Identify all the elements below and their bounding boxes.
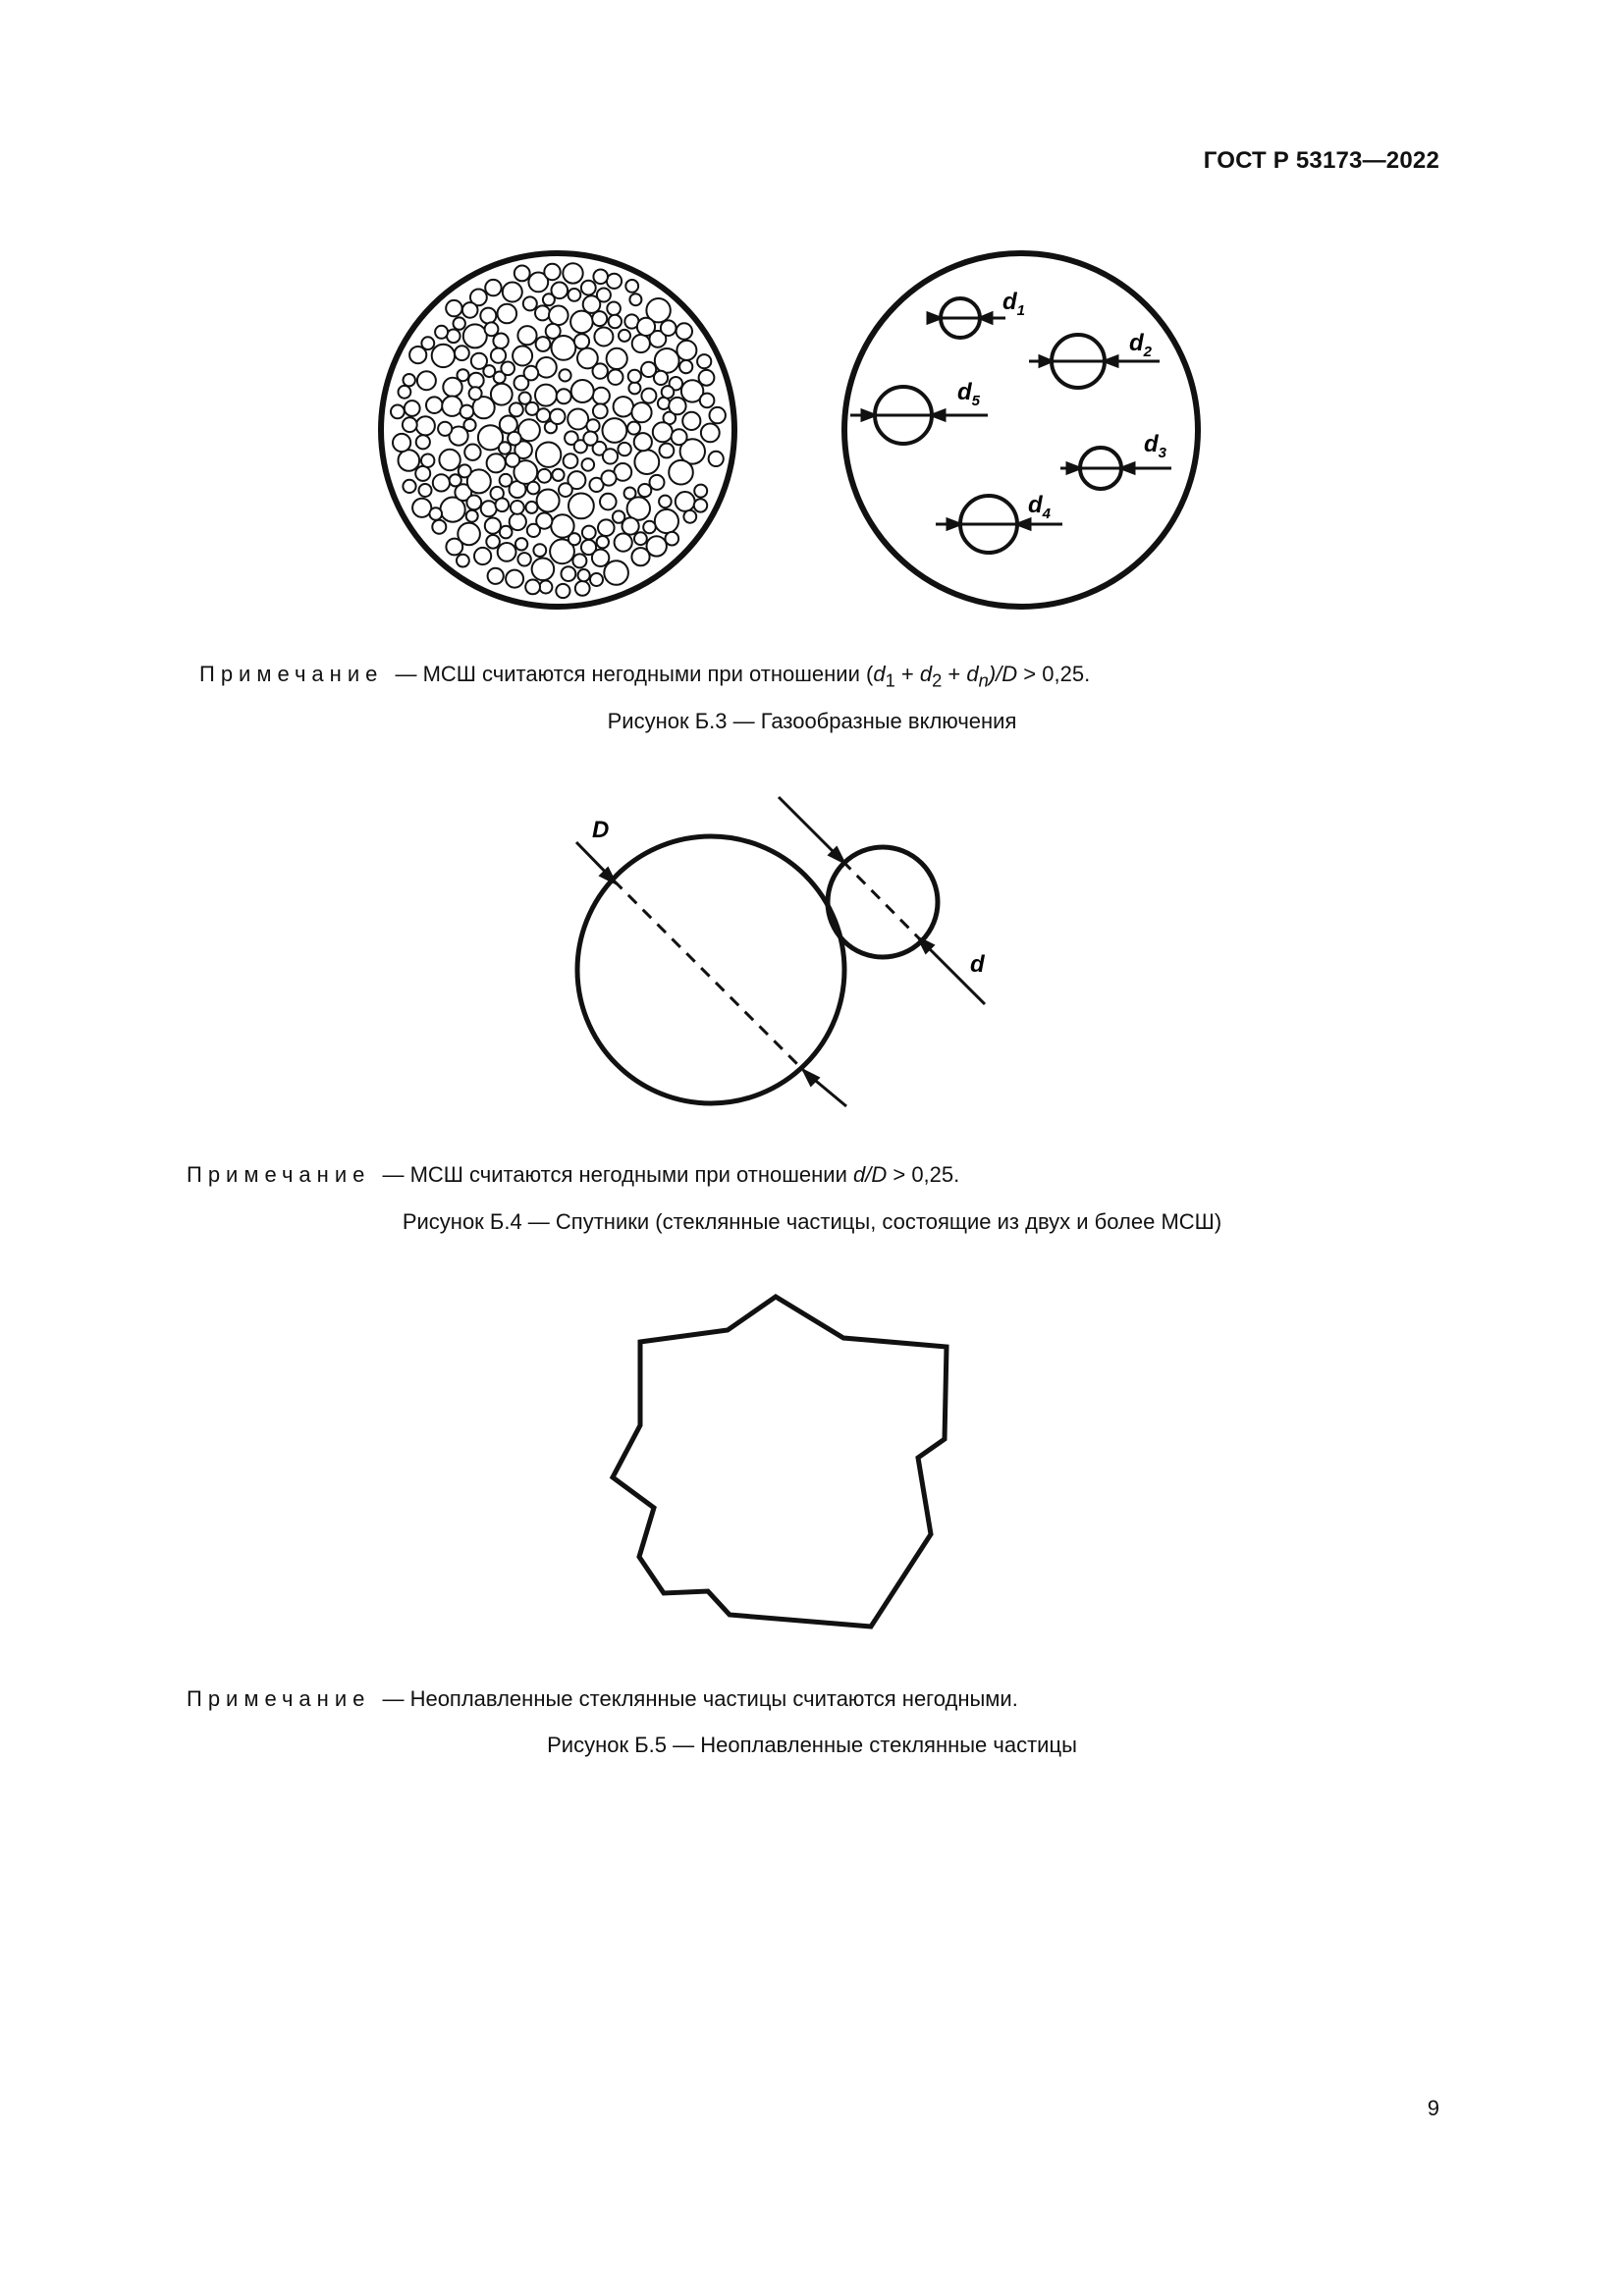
gas-bubble [538, 469, 552, 483]
gas-bubble [500, 526, 513, 539]
gas-bubble [433, 474, 450, 491]
unmelted-particle [613, 1297, 947, 1627]
gas-bubble [503, 283, 522, 302]
gas-bubble [682, 412, 700, 430]
label-d1: $d_1$ [1002, 289, 1026, 319]
gas-bubble [653, 422, 673, 442]
gas-bubble [677, 341, 696, 360]
gas-bubble [661, 320, 677, 336]
gas-bubble [439, 450, 460, 470]
gas-bubble [432, 520, 446, 534]
inclusions-particle [844, 253, 1198, 607]
gas-bubble [480, 308, 496, 324]
gas-bubble [559, 483, 572, 497]
gas-bubble [625, 280, 638, 293]
gas-bubble [597, 289, 611, 302]
label-d3: $d_3$ [1144, 431, 1167, 461]
gas-bubble [511, 501, 524, 514]
gas-bubble [666, 532, 679, 546]
gas-bubble [474, 548, 491, 564]
gas-bubble [578, 569, 590, 581]
gas-bubble [508, 432, 521, 446]
figure-b4-caption: Рисунок Б.4 — Спутники (стеклянные частицы, состоящие из двух и более МСШ) [402, 1209, 1222, 1234]
gas-bubble [399, 450, 420, 471]
figure-b4-note: Примечание — МСШ считаются негодными при отношении d/D > 0,25. [187, 1162, 960, 1187]
gas-bubble [527, 482, 540, 495]
gas-bubble [552, 336, 576, 360]
label-d4: $d_4$ [1028, 492, 1052, 522]
gas-bubble [524, 366, 539, 381]
gas-bubble [500, 416, 517, 434]
gas-bubble [483, 365, 495, 377]
gas-bubble [523, 296, 537, 310]
gas-bubble [627, 497, 650, 519]
gas-bubble [430, 507, 443, 520]
gas-bubble [393, 434, 410, 452]
gas-bubble [496, 499, 510, 512]
gas-bubble [623, 517, 639, 534]
gas-bubble [570, 311, 593, 334]
gas-bubble [446, 539, 462, 556]
gas-bubble [556, 584, 569, 598]
gas-bubble [593, 403, 608, 418]
gas-bubbles [391, 263, 726, 598]
gas-bubble [582, 458, 595, 471]
gas-bubble [628, 382, 640, 394]
gas-bubble [700, 394, 715, 408]
gas-bubble [481, 501, 497, 516]
gas-bubble [624, 488, 636, 500]
gas-bubble [552, 469, 564, 481]
gas-bubble [517, 553, 530, 565]
gas-bubble [697, 354, 711, 368]
gas-bubble [466, 510, 478, 522]
gas-bubble [618, 443, 630, 455]
gas-bubble [641, 389, 656, 403]
gas-bubble [498, 304, 517, 324]
document-code: ГОСТ Р 53173—2022 [1203, 147, 1439, 174]
gas-bubble [519, 393, 531, 404]
gas-bubble [537, 490, 560, 512]
gas-bubble [592, 311, 607, 326]
gas-bubble [660, 444, 675, 458]
gas-bubble [513, 347, 532, 366]
gas-bubble [655, 509, 678, 533]
gas-bubble [634, 532, 647, 545]
note-lead: Примечание [187, 1162, 371, 1187]
gas-bubble [629, 294, 641, 305]
gas-bubble [498, 543, 516, 561]
gas-bubble [572, 554, 586, 567]
gas-bubble [603, 418, 627, 443]
gas-bubble [510, 402, 523, 416]
porous-particle [381, 253, 734, 607]
gas-bubble [559, 369, 570, 381]
gas-bubble [608, 370, 623, 385]
gas-bubble [568, 409, 588, 430]
gas-bubble [562, 566, 576, 581]
gas-bubble [568, 494, 594, 519]
gas-bubble [535, 385, 557, 406]
gas-bubble [517, 326, 536, 345]
gas-bubble [609, 315, 622, 328]
gas-bubble [583, 432, 597, 446]
gas-bubble [488, 568, 504, 584]
gas-bubble [491, 348, 506, 363]
gas-bubble [549, 306, 568, 326]
gas-bubble [403, 417, 417, 432]
gas-bubble [515, 538, 527, 550]
gas-bubble [557, 389, 571, 403]
gas-bubble [699, 370, 715, 386]
gas-bubble [701, 424, 720, 443]
gas-bubble [536, 513, 552, 529]
gas-bubble [458, 369, 469, 381]
gas-bubble [601, 470, 616, 485]
gas-bubble [536, 357, 557, 378]
gas-bubble [669, 460, 693, 485]
gas-bubble [568, 289, 581, 301]
gas-bubble [432, 345, 455, 367]
gas-bubble [426, 397, 443, 413]
gas-bubble [662, 386, 675, 399]
gas-bubble [582, 526, 596, 540]
figure-b5-drawing [0, 1276, 1624, 1649]
gas-bubble [574, 334, 589, 348]
gas-bubble [594, 328, 613, 347]
gas-bubble [466, 496, 481, 510]
figure-b5-note: Примечание — Неоплавленные стеклянные частицы считаются негодными. [187, 1686, 1018, 1711]
note-lead: Примечание [187, 1686, 371, 1711]
gas-bubble [614, 397, 633, 416]
gas-bubble [539, 581, 552, 594]
gas-bubble [672, 429, 687, 445]
gas-bubble [454, 317, 465, 329]
main-sphere [577, 836, 844, 1103]
gas-bubble [619, 330, 630, 342]
gas-bubble [631, 402, 651, 422]
gas-bubble [446, 300, 461, 316]
gas-bubble [571, 380, 594, 402]
gas-bubble [510, 513, 526, 530]
gas-bubble [709, 452, 724, 466]
gas-bubble [607, 348, 627, 369]
gas-bubble [506, 454, 519, 467]
gas-bubble [421, 337, 434, 349]
gas-bubble [593, 363, 608, 378]
figure-b3-caption: Рисунок Б.3 — Газообразные включения [607, 709, 1017, 733]
gas-bubble [650, 475, 665, 490]
gas-bubble [632, 335, 650, 352]
gas-bubble [404, 374, 415, 386]
gas-bubble [535, 305, 550, 320]
gas-bubble [463, 324, 487, 347]
gas-bubble [607, 274, 622, 289]
gas-bubble [532, 559, 555, 581]
gas-bubble [435, 326, 448, 339]
gas-bubble [590, 573, 603, 586]
gas-bubble [677, 323, 692, 339]
gas-bubble [416, 435, 430, 449]
gas-bubble [412, 499, 431, 517]
gas-bubble [550, 409, 565, 424]
gas-bubble [669, 398, 685, 414]
gas-bubble [486, 535, 500, 549]
gas-bubble [694, 499, 707, 511]
gas-bubble [543, 294, 555, 305]
gas-bubble [399, 386, 411, 399]
gas-bubble [627, 422, 640, 435]
gas-bubble [659, 496, 672, 508]
gas-bubble [676, 492, 695, 511]
gas-bubble [575, 581, 590, 596]
gas-bubble [592, 550, 609, 566]
gas-bubble [514, 266, 530, 282]
gas-bubble [526, 502, 538, 513]
gas-bubble [603, 449, 618, 463]
gas-bubble [604, 561, 628, 585]
gas-bubble [581, 281, 596, 295]
gas-bubble [415, 466, 430, 481]
gas-bubble [533, 544, 546, 557]
label-d: d [970, 951, 985, 978]
gas-bubble [586, 419, 599, 432]
page-number: 9 [1427, 2096, 1439, 2120]
gas-bubble [634, 450, 659, 474]
gas-bubble [417, 371, 436, 390]
gas-bubble [391, 405, 405, 419]
gas-bubble [631, 548, 649, 565]
gas-bubble [593, 270, 608, 285]
gas-bubble [455, 346, 469, 360]
gas-bubble [544, 264, 560, 280]
gas-bubble [593, 388, 610, 404]
gas-bubble [654, 371, 668, 385]
gas-bubble [634, 433, 652, 451]
gas-bubble [463, 419, 475, 431]
gas-bubble [710, 407, 726, 423]
gas-bubble [403, 480, 415, 493]
gas-bubble [460, 405, 474, 419]
gas-bubble [464, 445, 480, 460]
gas-bubble [536, 443, 561, 467]
gas-bubble [536, 337, 551, 351]
gas-bubble [421, 454, 434, 467]
gas-bubble [487, 454, 506, 472]
gas-bubble [459, 464, 471, 477]
gas-bubble [405, 400, 420, 416]
gas-bubble [506, 570, 523, 588]
figure-b3-note: Примечание — МСШ считаются негодными при отношении $(d_1 + d_2 + d_n)/D > 0,25$. [199, 662, 1091, 691]
gas-bubble [442, 397, 461, 416]
gas-bubble [643, 521, 656, 534]
gas-bubble [637, 318, 655, 336]
figure-b3-drawing [0, 0, 1624, 707]
gas-bubble [628, 370, 641, 383]
gas-bubble [457, 555, 469, 567]
figure-b4-drawing [0, 766, 1624, 1139]
gas-bubble [500, 474, 513, 487]
label-d2: $d_2$ [1129, 330, 1153, 360]
gas-bubble [469, 387, 482, 400]
gas-bubble [546, 324, 561, 339]
gas-bubble [438, 422, 452, 436]
gas-bubble [563, 263, 582, 283]
gas-bubble [564, 454, 578, 468]
label-D: D [592, 817, 610, 843]
gas-bubble [694, 485, 707, 498]
gas-bubble [485, 322, 499, 336]
gas-bubble [525, 580, 540, 595]
gas-bubble [462, 302, 478, 318]
gas-bubble [568, 533, 580, 545]
label-d5: $d_5$ [957, 379, 981, 409]
gas-bubble [615, 534, 632, 552]
gas-bubble [485, 518, 501, 534]
gas-bubble [597, 536, 609, 548]
gas-bubble [416, 416, 435, 435]
figure-b5-caption: Рисунок Б.5 — Неоплавленные стеклянные частицы [547, 1733, 1077, 1757]
gas-bubble [485, 280, 501, 295]
gas-bubble [491, 384, 513, 405]
gas-bubble [679, 360, 692, 373]
gas-bubble [419, 484, 432, 497]
gas-bubble [607, 302, 621, 316]
gas-bubble [683, 510, 696, 523]
gas-bubble [655, 348, 679, 373]
gas-bubble [600, 494, 617, 510]
gas-bubble [468, 373, 484, 389]
gas-bubble [598, 519, 615, 536]
gas-bubble [501, 362, 514, 376]
note-lead: Примечание [199, 662, 384, 686]
